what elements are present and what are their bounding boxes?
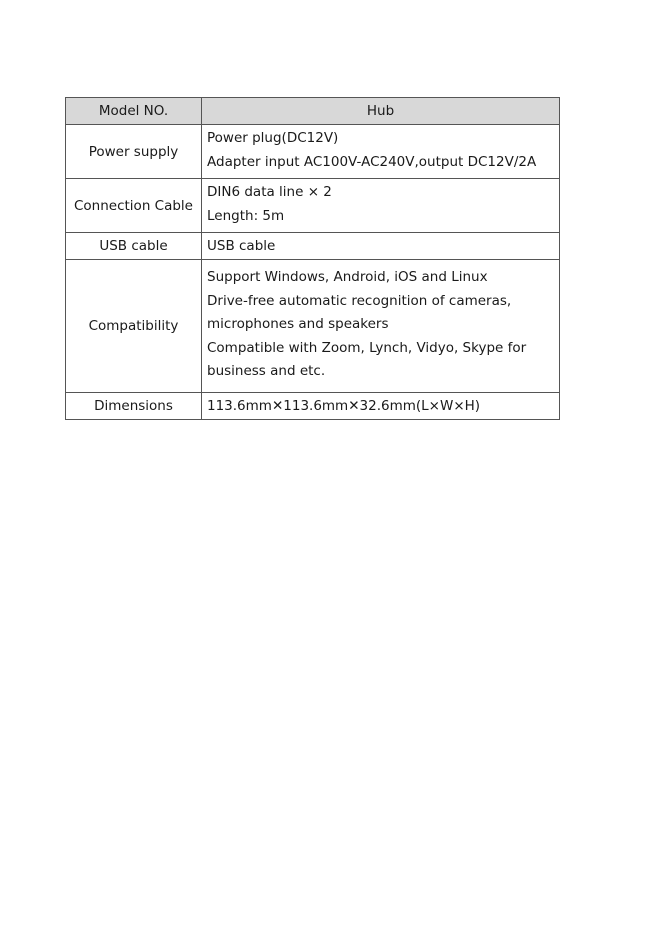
row-dimensions <box>66 393 560 420</box>
label-compatibility: Compatibility <box>66 260 202 393</box>
spec-table-header <box>66 98 560 125</box>
value-usb-cable <box>202 233 560 260</box>
value-dimensions <box>202 393 560 420</box>
value-line: 113.6mm✕113.6mm✕32.6mm(L×W×H) <box>207 397 481 414</box>
value-line: Compatible with Zoom, Lynch, Vidyo, Skype for <box>207 339 527 356</box>
value-connection-cable <box>202 179 560 233</box>
label-power-supply: Power supply <box>66 125 202 179</box>
row-power-supply <box>66 125 560 179</box>
row-usb-cable <box>66 233 560 260</box>
label-usb-cable: USB cable <box>66 233 202 260</box>
label-dimensions: Dimensions <box>66 393 202 420</box>
header-model-no: Model NO. <box>66 98 202 125</box>
value-line: business and etc. <box>207 363 326 380</box>
value-line: USB cable <box>207 237 276 254</box>
value-compatibility <box>202 260 560 393</box>
value-line: Power plug(DC12V) <box>207 130 339 146</box>
spec-table <box>65 97 560 420</box>
value-line: Length: 5m <box>207 207 285 224</box>
row-connection-cable <box>66 179 560 233</box>
value-line: microphones and speakers <box>207 316 389 333</box>
label-connection-cable: Connection Cable <box>66 179 202 233</box>
value-line: Drive-free automatic recognition of cameras, <box>207 292 512 309</box>
value-power-supply <box>202 125 560 179</box>
row-compatibility <box>66 260 560 393</box>
header-row <box>66 98 560 125</box>
value-line: Adapter input AC100V-AC240V,output DC12V/2A <box>207 153 537 170</box>
value-line: Support Windows, Android, iOS and Linux <box>207 269 488 286</box>
value-line: DIN6 data line × 2 <box>207 184 332 200</box>
header-model-value: Hub <box>202 98 560 125</box>
